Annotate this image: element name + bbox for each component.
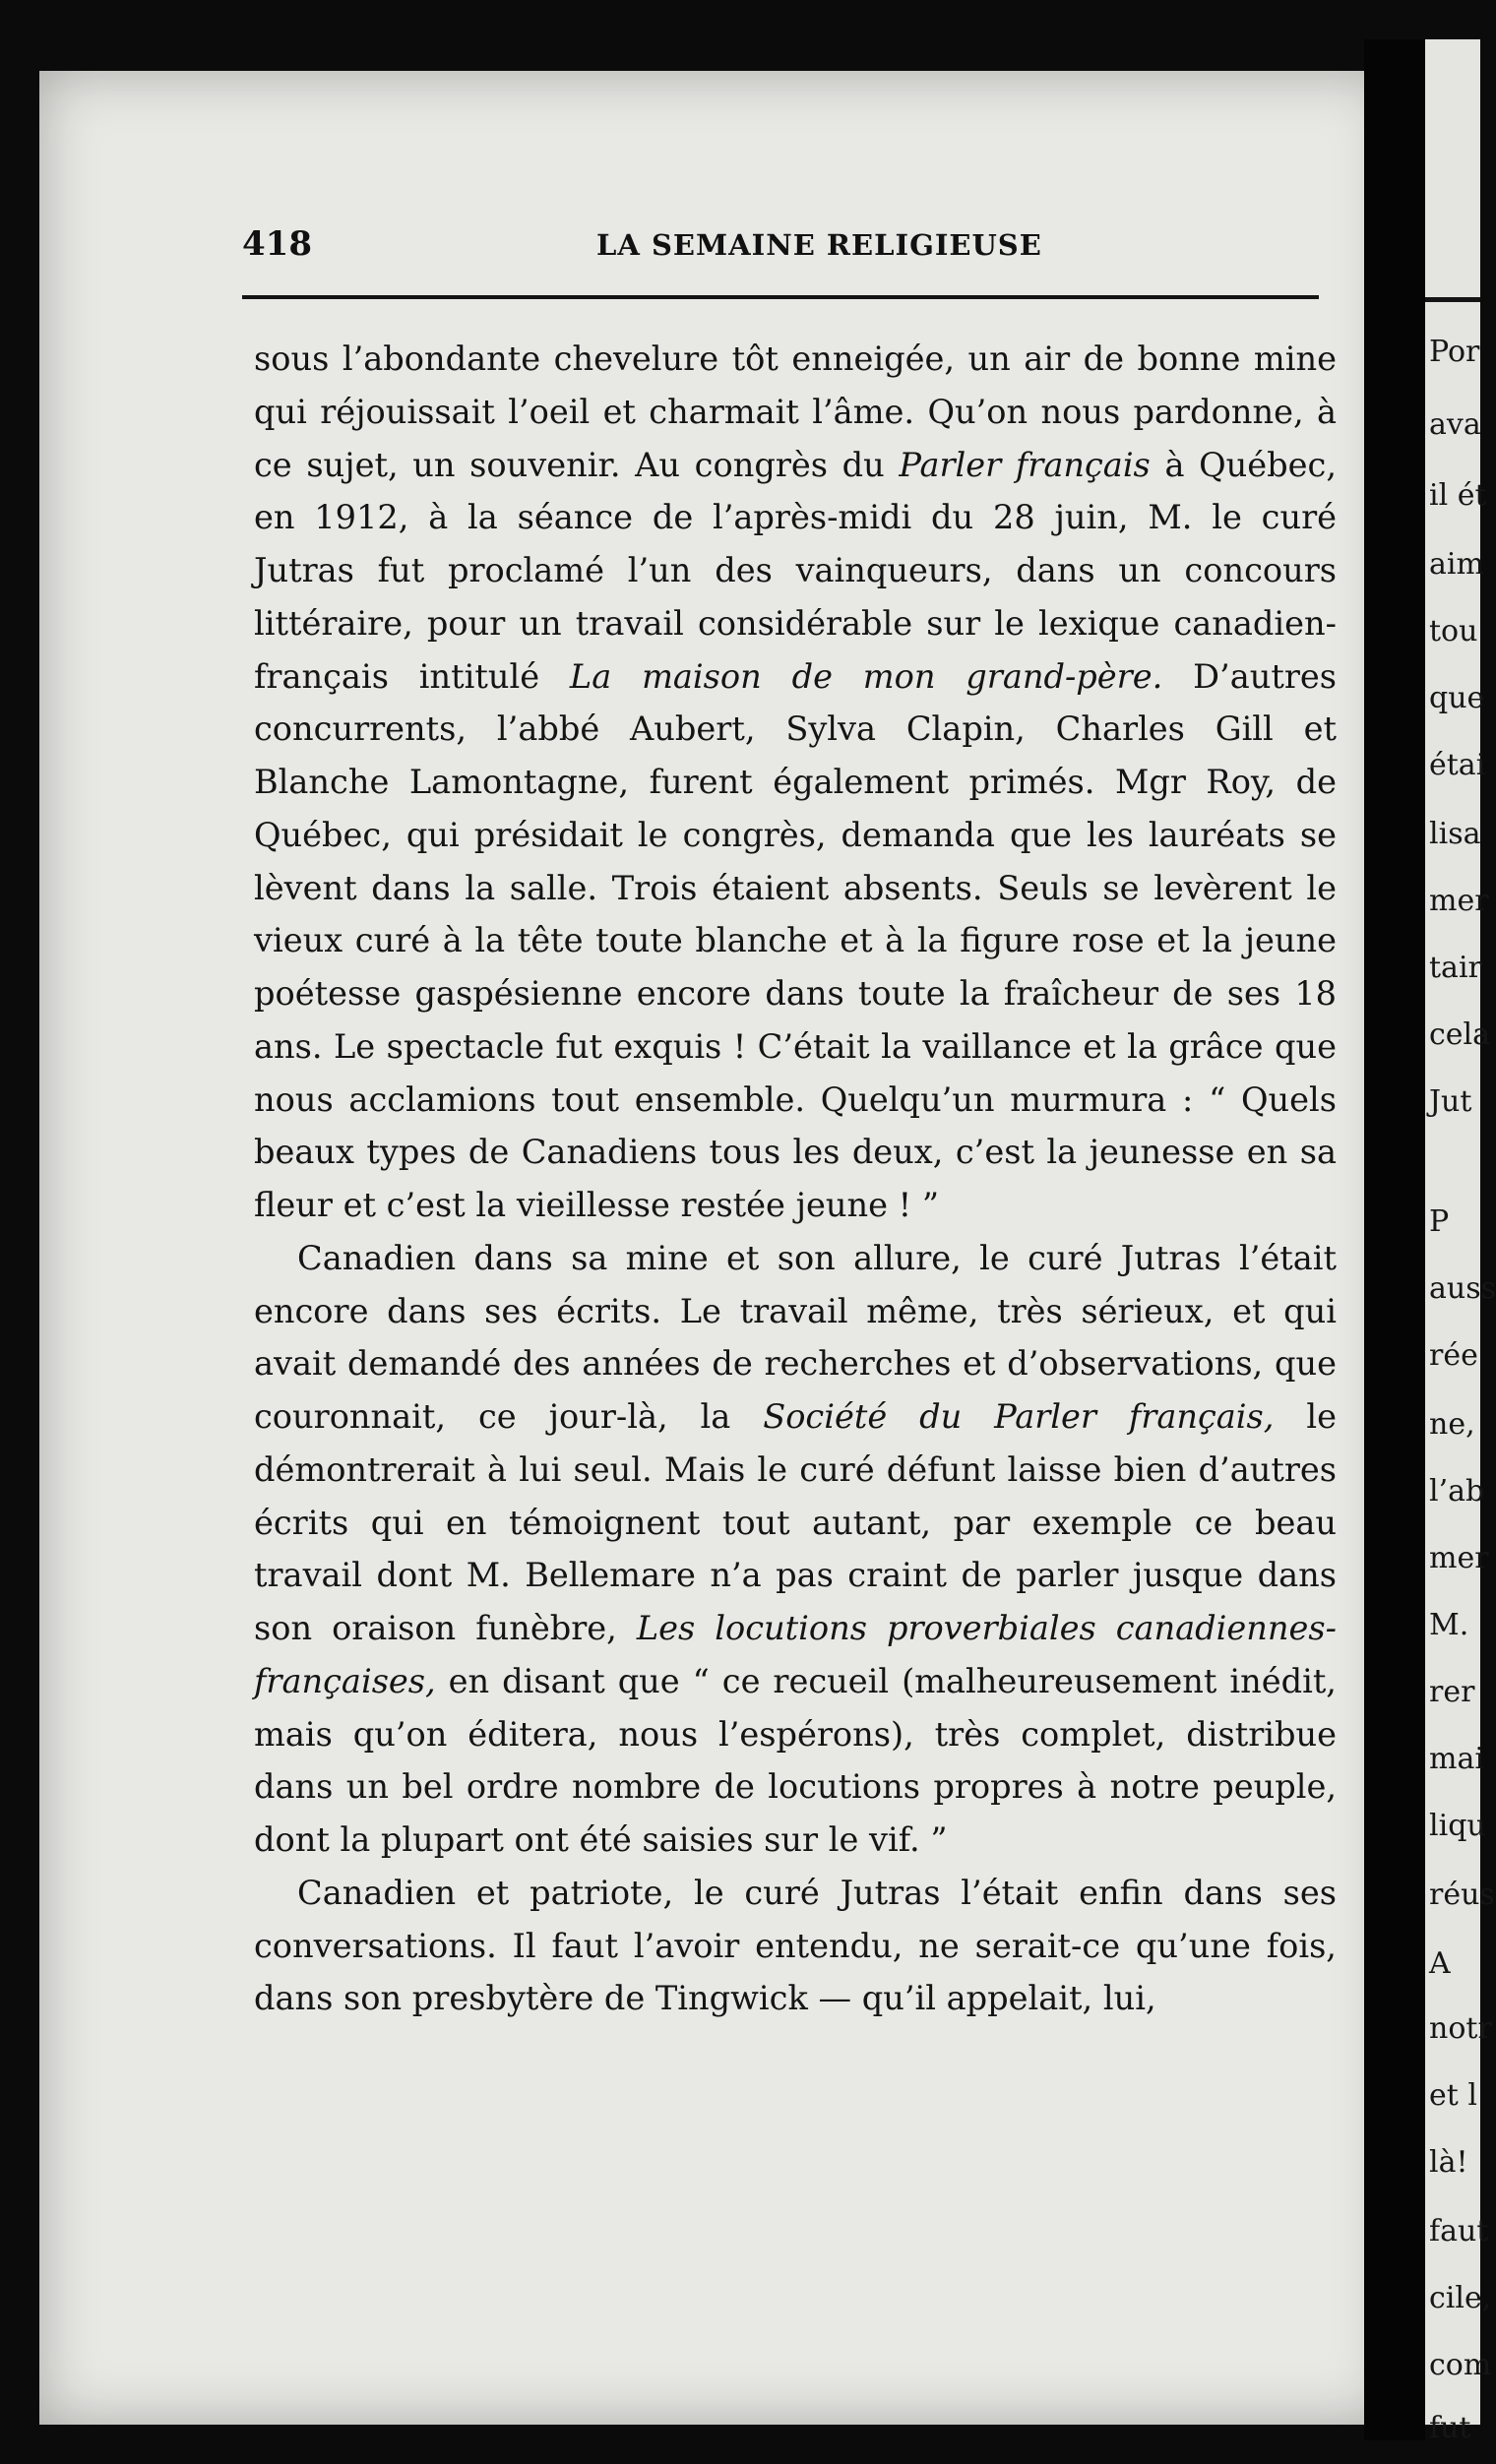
paragraph bbox=[254, 1867, 1337, 2025]
facing-page-fragment: cela bbox=[1429, 1017, 1491, 1052]
paragraph-text: à Québec, en 1912, à la séance de l’après-midi du 28 juin, M. le curé Jutras fut proclamé l’un des vainqueurs, dans un concours littéraire, pour un travail considérable sur le lexique canadien-français intitulé bbox=[254, 445, 1337, 696]
facing-page-fragment: ne, bbox=[1429, 1407, 1475, 1442]
paragraph-text: sous l’abondante chevelure tôt enneigée, un air de bonne mine qui réjouissait l’oeil et charmait l’âme. Qu’on nous pardonne, à ce sujet, un souvenir. Au congrès du bbox=[254, 339, 1337, 484]
facing-page-fragment: auss bbox=[1429, 1271, 1496, 1306]
facing-page-fragment: ava bbox=[1429, 407, 1481, 442]
facing-page-fragment: rer bbox=[1429, 1675, 1475, 1709]
page-number: 418 bbox=[242, 224, 312, 264]
paragraph-text: en disant que “ ce recueil (malheureusement inédit, mais qu’on éditera, nous l’espérons), très complet, distribue dans un bel ordre nombre de locutions propres à notre peuple, dont la plupart ont été saisies sur le vif. ” bbox=[254, 1661, 1337, 1859]
header-rule bbox=[242, 295, 1319, 299]
facing-page-fragment: l’ab bbox=[1429, 1474, 1485, 1509]
facing-page-fragment: cile, bbox=[1429, 2281, 1492, 2315]
paragraph-text: D’autres concurrents, l’abbé Aubert, Sylva Clapin, Charles Gill et Blanche Lamontagne, furent également primés. Mgr Roy, de Québec, qui présidait le congrès, demanda que les lauréats se lèvent dans la salle. Trois étaient absents. Seuls se levèrent le vieux curé à la tête toute blanche et à la figure rose et la jeune poétesse gaspésienne encore dans toute la fraîcheur de ses 18 ans. Le spectacle fut exquis ! C’était la vaillance et la grâce que nous acclamions tout ensemble. Quelqu’un murmura : “ Quels beaux types de Canadiens tous les deux, c’est la jeunesse en sa fleur et c’est la vieillesse restée jeune ! ” bbox=[254, 656, 1337, 1224]
facing-page-fragment: mer bbox=[1429, 1541, 1489, 1575]
facing-page-fragment: et l bbox=[1429, 2078, 1477, 2113]
facing-page-rule bbox=[1425, 297, 1480, 302]
facing-page-fragment: A bbox=[1429, 1946, 1451, 1981]
facing-page-fragment: Por bbox=[1429, 335, 1480, 369]
facing-page-fragment: il ét bbox=[1429, 478, 1487, 513]
facing-page-fragment: réus bbox=[1429, 1878, 1495, 1912]
paragraph-text: le démontrerait à lui seul. Mais le curé défunt laisse bien d’autres écrits qui en témoignent tout autant, par exemple ce beau travail dont M. Bellemare n’a pas craint de parler jusque dans son oraison funèbre, bbox=[254, 1397, 1337, 1647]
book-gutter bbox=[1364, 39, 1425, 2440]
italic-title-text: Les locutions proverbiales canadiennes-françaises, bbox=[254, 1609, 1337, 1700]
paragraph bbox=[254, 333, 1337, 1232]
paragraph-text: Canadien dans sa mine et son allure, le curé Jutras l’était encore dans ses écrits. Le travail même, très sérieux, et qui avait demandé des années de recherches et d’observations, que couronnait, ce jour-là, la bbox=[254, 1238, 1337, 1436]
facing-page-fragment: tou bbox=[1429, 614, 1478, 648]
italic-title-text: Société du Parler français, bbox=[763, 1397, 1275, 1436]
facing-page-fragment: lisa bbox=[1429, 817, 1481, 851]
facing-page-fragment: tair bbox=[1429, 951, 1482, 985]
running-title: LA SEMAINE RELIGIEUSE bbox=[596, 228, 1042, 262]
facing-page-fragment: aim bbox=[1429, 547, 1484, 582]
italic-title-text: La maison de mon grand-père. bbox=[569, 656, 1163, 696]
facing-page-fragment: Jut bbox=[1429, 1084, 1472, 1119]
facing-page-fragment: P bbox=[1429, 1204, 1450, 1239]
facing-page-fragment: étai bbox=[1429, 748, 1486, 782]
facing-page-fragment: mai bbox=[1429, 1742, 1484, 1776]
facing-page-fragment: là! bbox=[1429, 2145, 1468, 2180]
facing-page-fragment: faut bbox=[1429, 2214, 1489, 2248]
facing-page-edge bbox=[1425, 39, 1496, 2445]
facing-page-fragment: M. bbox=[1429, 1608, 1469, 1642]
facing-page-fragment: liqu bbox=[1429, 1809, 1486, 1843]
italic-title-text: Parler français bbox=[899, 445, 1151, 484]
facing-page-fragment: notr bbox=[1429, 2011, 1492, 2046]
facing-page-fragment: fut bbox=[1429, 2411, 1471, 2445]
facing-page-fragment: mer bbox=[1429, 884, 1489, 918]
facing-page-fragment: com bbox=[1429, 2348, 1492, 2382]
paragraph bbox=[254, 1232, 1337, 1867]
paragraph-text: Canadien et patriote, le curé Jutras l’était enfin dans ses conversations. Il faut l’avoir entendu, ne serait-ce qu’une fois, dans son presbytère de Tingwick — qu’il appelait, lui, bbox=[254, 1873, 1337, 2018]
facing-page-fragment: que bbox=[1429, 681, 1485, 715]
facing-page-fragment: rée bbox=[1429, 1338, 1478, 1373]
body-text bbox=[254, 333, 1337, 2025]
page-header bbox=[242, 224, 1309, 264]
